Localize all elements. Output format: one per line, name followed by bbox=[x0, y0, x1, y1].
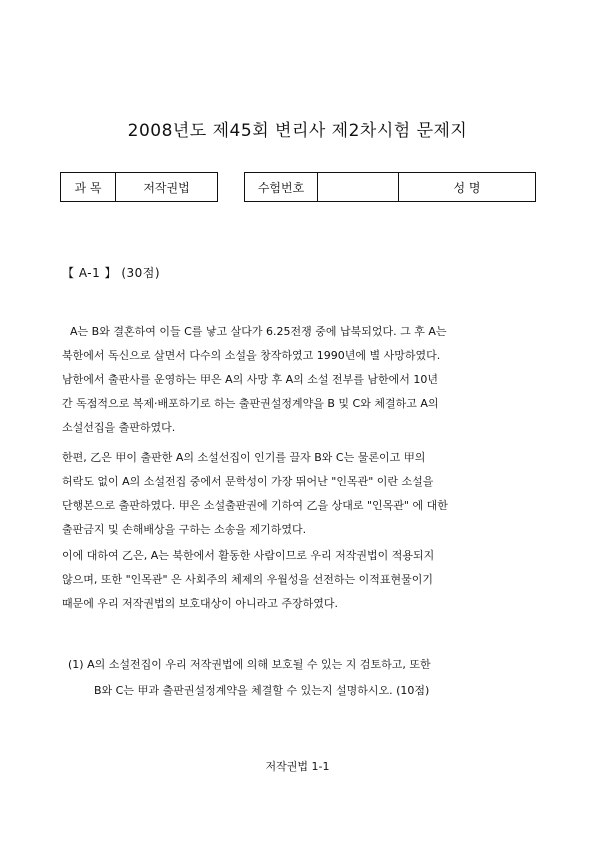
page-footer: 저작권법 1-1 bbox=[265, 760, 330, 773]
exam-number-value bbox=[317, 173, 398, 201]
text-line: 때문에 우리 저작권법의 보호대상이 아니라고 주장하였다. bbox=[62, 597, 339, 610]
text-line: 허락도 없이 A의 소설전집 중에서 문학성이 가장 뛰어난 "인목관" 이란 소설을 bbox=[62, 475, 434, 488]
subject-box bbox=[60, 172, 218, 202]
question-line: (1) A의 소설전집이 우리 저작권법에 의해 보호될 수 있는 지 검토하고, 또한 bbox=[68, 658, 431, 671]
text-line: 한편, 乙은 甲이 출판한 A의 소설선집이 인기를 끌자 B와 C는 물론이고 甲의 bbox=[62, 451, 426, 464]
exam-number-label: 수험번호 bbox=[257, 180, 305, 195]
question-1 bbox=[68, 652, 538, 704]
text-line: 소설선집을 출판하였다. bbox=[62, 421, 176, 434]
text-line: 간 독점적으로 복제·배포하기로 하는 출판권설정계약을 B 및 C와 체결하고 A의 bbox=[62, 397, 439, 410]
problem-heading: 【 A-1 】 (30점) bbox=[62, 266, 161, 280]
text-line: 이에 대하여 乙은, A는 북한에서 활동한 사람이므로 우리 저작권법이 적용되지 bbox=[62, 549, 435, 562]
problem-paragraph-1 bbox=[62, 320, 540, 440]
text-line: 출판금지 및 손해배상을 구하는 소송을 제기하였다. bbox=[62, 523, 307, 536]
subject-label: 과 목 bbox=[74, 180, 102, 195]
subject-value: 저작권법 bbox=[115, 173, 217, 201]
page-title: 2008년도 제45회 변리사 제2차시험 문제지 bbox=[127, 121, 468, 141]
problem-paragraph-2 bbox=[62, 446, 540, 542]
text-line: 남한에서 출판사를 운영하는 甲은 A의 사망 후 A의 소설 전부를 남한에서 10년 bbox=[62, 373, 439, 386]
text-line: 북한에서 독신으로 살면서 다수의 소설을 창작하였고 1990년에 별 사망하였다. bbox=[62, 349, 441, 362]
text-line: 않으며, 또한 "인목관" 은 사회주의 체제의 우월성을 선전하는 이적표현물이기 bbox=[62, 573, 433, 586]
question-line: B와 C는 甲과 출판권설정계약을 체결할 수 있는지 설명하시오. (10점) bbox=[94, 684, 430, 697]
name-label: 성 명 bbox=[398, 173, 535, 201]
text-line: 단행본으로 출판하였다. 甲은 소설출판권에 기하여 乙을 상대로 "인목관" 에 대한 bbox=[62, 499, 448, 512]
exam-info-box bbox=[244, 172, 536, 202]
text-line: A는 B와 결혼하여 이들 C를 낳고 살다가 6.25전쟁 중에 납북되었다. 그 후 A는 bbox=[70, 325, 447, 338]
problem-paragraph-3 bbox=[62, 544, 540, 616]
